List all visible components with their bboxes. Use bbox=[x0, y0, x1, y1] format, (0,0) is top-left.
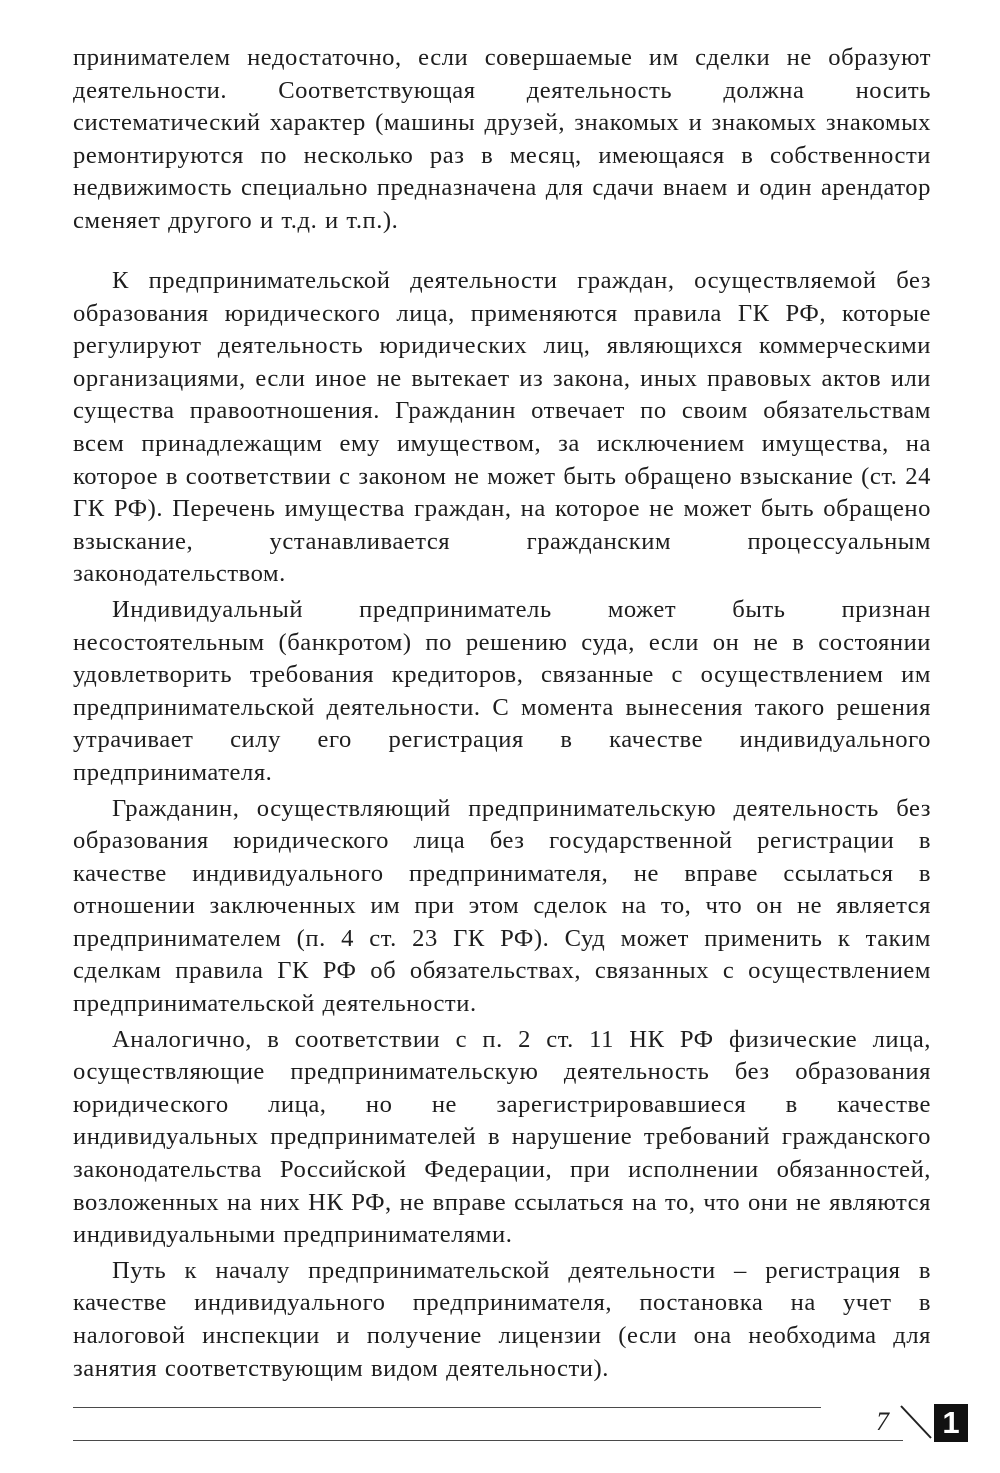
page-number: 7 bbox=[876, 1407, 889, 1436]
paragraph-path-to-business: Путь к началу предпринимательской деятельности – регистрация в качестве индивидуального предпринимателя, постановка на учет в налоговой инспекции и получение лицензии (если она необходима для занятия соответствующим видом деятельности). bbox=[73, 1256, 931, 1382]
paragraph-continuation: принимателем недостаточно, если совершаемые им сделки не образуют деятельности. Соответствующая деятельность должна носить систематический характер (машины друзей, знакомых и знакомых знакомых ремонтируются по несколько раз в месяц, имеющаяся в собственности недвижимость специально предназначена для сдачи внаем и один арендатор сменяет другого и т.д. и т.п.). bbox=[73, 44, 931, 234]
text-block-top bbox=[73, 42, 931, 238]
footer-rule-top bbox=[73, 1407, 821, 1408]
paragraph-unregistered-entrepreneur: Гражданин, осуществляющий предпринимательскую деятельность без образования юридического лица без государственной регистрации в качестве индивидуального предпринимателя, не вправе ссылаться в отношении заключенных им при этом сделок на то, что он не является предпринимателем (п. 4 ст. 23 ГК РФ). Суд может применить к таким сделкам правила ГК РФ об обязательствах, связанных с осуществлением предпринимательской деятельности. bbox=[73, 794, 931, 1018]
text-block-main bbox=[73, 265, 931, 1385]
footer-rule-bottom bbox=[73, 1440, 903, 1441]
corner-slash-icon bbox=[899, 1404, 933, 1440]
paragraph-tax-code: Аналогично, в соответствии с п. 2 ст. 11 НК РФ физические лица, осуществляющие предпринимательскую деятельность без образования юридического лица, но не зарегистрировавшиеся в качестве индивидуальных предпринимателей в нарушение требований гражданского законодательства Российской Федерации, при исполнении обязанностей, возложенных на них НК РФ, не вправе ссылаться на то, что они не являются индивидуальными предпринимателями. bbox=[73, 1025, 931, 1249]
paragraph-bankruptcy: Индивидуальный предприниматель может быть признан несостоятельным (банкротом) по решению суда, если он не в состоянии удовлетворить требования кредиторов, связанные с осуществлением им предпринимательской деятельности. С момента вынесения такого решения утрачивает силу его регистрация в качестве индивидуального предпринимателя. bbox=[73, 595, 931, 786]
chapter-marker: 1 bbox=[934, 1404, 968, 1442]
paragraph-civil-code-rules: К предпринимательской деятельности граждан, осуществляемой без образования юридического лица, применяются правила ГК РФ, которые регулируют деятельность юридических лиц, являющихся коммерческими организациями, если иное не вытекает из закона, иных правовых актов или существа правоотношения. Гражданин отвечает по своим обязательствам всем принадлежащим ему имуществом, за исключением имущества, на которое в соответствии с законом не может быть обращено взыскание (ст. 24 ГК РФ). Перечень имущества граждан, на которое не может быть обращено взыскание, устанавливается гражданским процессуальным законодательством. bbox=[73, 267, 931, 588]
